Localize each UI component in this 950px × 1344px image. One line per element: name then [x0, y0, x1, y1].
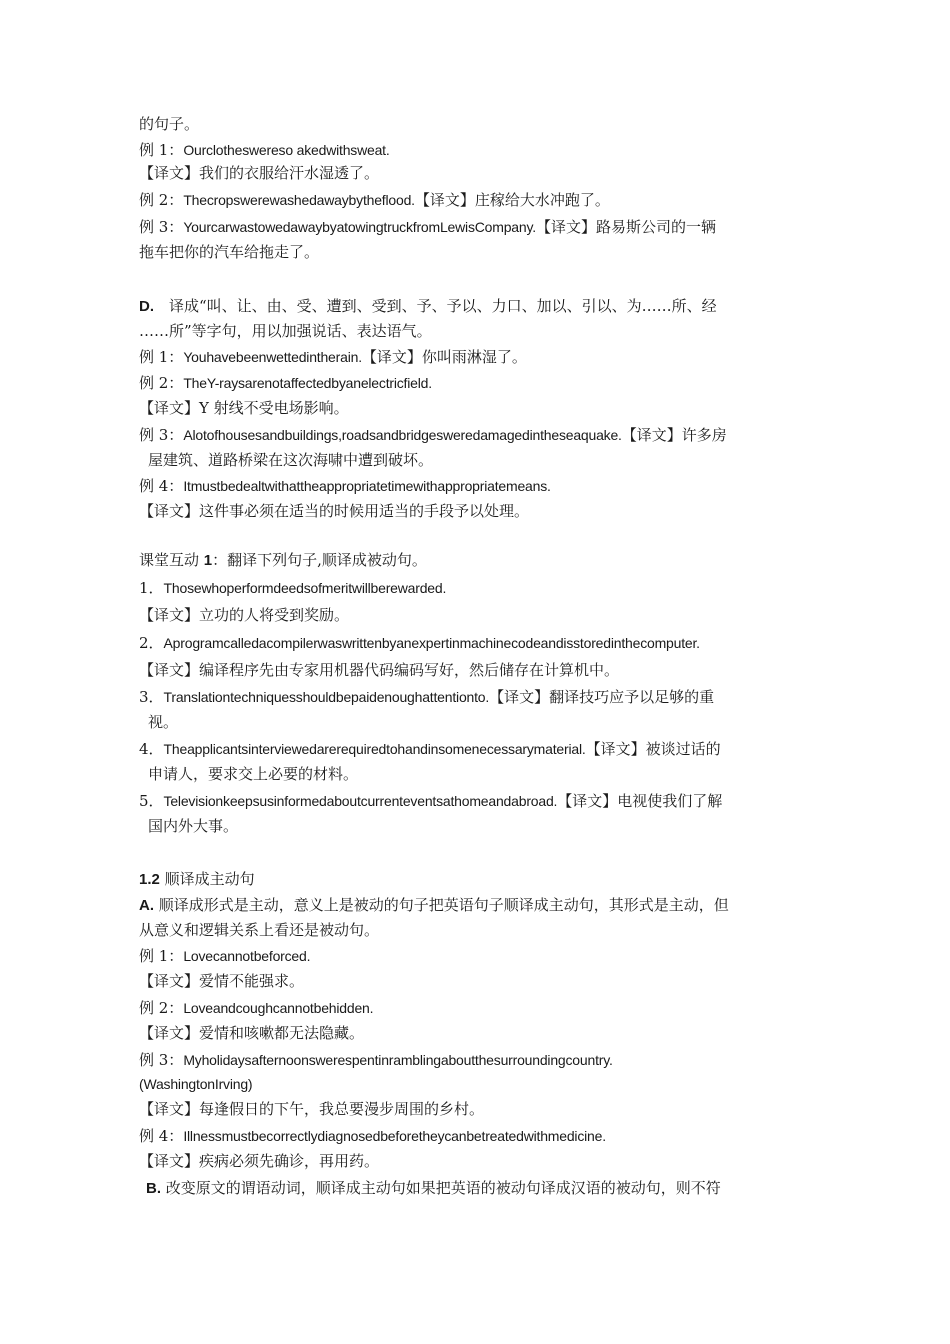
text-line: 国内外大事。	[148, 817, 239, 835]
exercise-item: 3．Translationtechniquesshouldbepaidenoughattentionto.【译文】翻译技巧应予以足够的重	[139, 688, 715, 706]
section-heading: 1.2 顺译成主动句	[139, 870, 255, 888]
exercise-item: 4．Theapplicantsinterviewedarerequiredtohandinsomenecessarymaterial.【译文】被谈过话的	[139, 740, 721, 758]
example-line: 例 2：Loveandcoughcannotbehidden.	[139, 999, 374, 1017]
example-line: 例 1：Lovecannotbeforced.	[139, 947, 311, 965]
translation-line: 【译文】编译程序先由专家用机器代码编码写好，然后储存在计算机中。	[139, 661, 620, 679]
example-line: 例 3：Alotofhousesandbuildings,roadsandbridgesweredamagedintheseaquake.【译文】许多房	[139, 426, 727, 444]
translation-line: 【译文】我们的衣服给汗水湿透了。	[139, 164, 380, 182]
translation-line: 【译文】爱情和咳嗽都无法隐藏。	[139, 1024, 365, 1042]
example-line: 例 1：Ourclotheswereso akedwithsweat.	[139, 141, 390, 159]
example-line: 例 4：Itmustbedealtwithattheappropriatetimewithappropriatemeans.	[139, 477, 551, 495]
translation-line: 【译文】Y 射线不受电场影响。	[139, 399, 349, 417]
section-heading: A. 顺译成形式是主动，意义上是被动的句子把英语句子顺译成主动句，其形式是主动，但	[139, 896, 729, 914]
exercise-item: 1．Thosewhoperformdeedsofmeritwillberewarded.	[139, 579, 447, 597]
text-line: 视。	[148, 713, 179, 731]
text-line: 从意义和逻辑关系上看还是被动句。	[139, 921, 380, 939]
text-line: 屋建筑、道路桥梁在这次海啸中遭到破坏。	[148, 451, 434, 469]
text-line: (WashingtonIrving)	[139, 1076, 253, 1092]
section-heading: B. 改变原文的谓语动词，顺译成主动句如果把英语的被动句译成汉语的被动句，则不符	[146, 1179, 721, 1197]
text-line: 申请人，要求交上必要的材料。	[148, 765, 359, 783]
text-line: 拖车把你的汽车给拖走了。	[139, 243, 320, 261]
example-line: 例 3：Myholidaysafternoonswerespentinramblingaboutthesurroundingcountry.	[139, 1051, 613, 1069]
example-line: 例 2：Thecropswerewashedawaybytheflood.【译文】庄稼给大水冲跑了。	[139, 191, 610, 209]
translation-line: 【译文】立功的人将受到奖励。	[139, 606, 350, 624]
example-line: 例 1：Youhavebeenwettedintherain.【译文】你叫雨淋湿了。	[139, 348, 527, 366]
exercise-item: 5．Televisionkeepsusinformedaboutcurrenteventsathomeandabroad.【译文】电视使我们了解	[139, 792, 723, 810]
example-line: 例 3：YourcarwastowedawaybyatowingtruckfromLewisCompany.【译文】路易斯公司的一辆	[139, 218, 716, 236]
exercise-heading: 课堂互动 1：翻译下列句子,顺译成被动句。	[139, 551, 427, 569]
translation-line: 【译文】爱情不能强求。	[139, 972, 305, 990]
exercise-item: 2．Aprogramcalledacompilerwaswrittenbyanexpertinmachinecodeandisstoredinthecomputer.	[139, 634, 700, 652]
text-line: 的句子。	[139, 115, 200, 133]
text-line: ……所”等字句，用以加强说话、表达语气。	[139, 322, 432, 340]
example-line: 例 2：TheY-raysarenotaffectedbyanelectricfield.	[139, 374, 432, 392]
translation-line: 【译文】这件事必须在适当的时候用适当的手段予以处理。	[139, 502, 530, 520]
example-line: 例 4：Illnessmustbecorrectlydiagnosedbeforetheycanbetreatedwithmedicine.	[139, 1127, 606, 1145]
section-heading: D. 译成“叫、让、由、受、遭到、受到、予、予以、力口、加以、引以、为……所、经	[139, 297, 717, 315]
translation-line: 【译文】疾病必须先确诊，再用药。	[139, 1152, 380, 1170]
translation-line: 【译文】每逢假日的下午，我总要漫步周围的乡村。	[139, 1100, 485, 1118]
